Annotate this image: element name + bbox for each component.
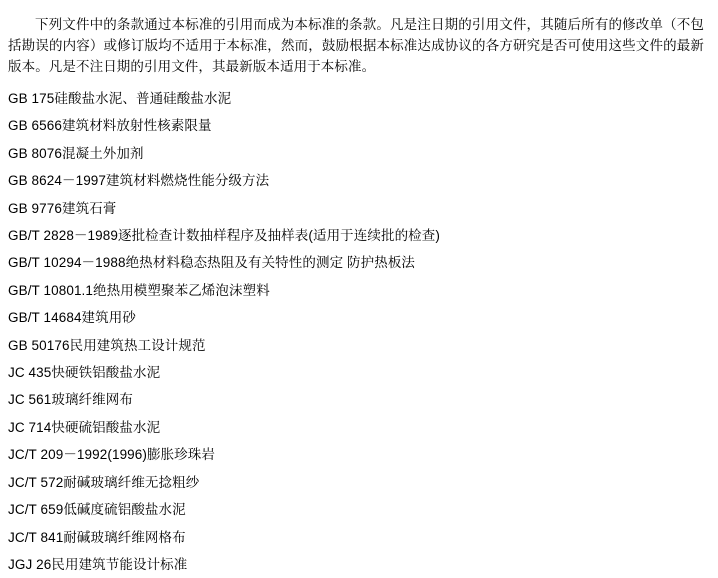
list-item: JC 714快硬硫铝酸盐水泥 <box>8 419 161 435</box>
list-item: GB/T 10801.1绝热用模塑聚苯乙烯泡沫塑料 <box>8 282 270 298</box>
list-item: GB 9776建筑石膏 <box>8 200 117 216</box>
list-item: GB 8076混凝土外加剂 <box>8 145 144 161</box>
list-item: JC 561玻璃纤维网布 <box>8 392 133 408</box>
list-item: GB/T 10294－1988绝热材料稳态热阻及有关特性的测定 防护热板法 <box>8 255 416 271</box>
list-item: JC/T 659低碱度硫铝酸盐水泥 <box>8 502 186 518</box>
list-item: JC/T 841耐碱玻璃纤维网格布 <box>8 529 186 545</box>
list-item: GB 50176民用建筑热工设计规范 <box>8 337 206 353</box>
list-item: GB 175硅酸盐水泥、普通硅酸盐水泥 <box>8 91 232 106</box>
list-item: JC/T 572耐碱玻璃纤维无捻粗纱 <box>8 474 200 490</box>
list-item: JC 435快硬铁铝酸盐水泥 <box>8 365 161 381</box>
list-item: GB 6566建筑材料放射性核素限量 <box>8 118 212 134</box>
list-item: GB/T 2828－1989逐批检查计数抽样程序及抽样表(适用于连续批的检查) <box>8 228 440 244</box>
list-item: GB/T 14684建筑用砂 <box>8 310 136 326</box>
list-item: JC/T 209－1992(1996)膨胀珍珠岩 <box>8 447 215 463</box>
intro-paragraph: 下列文件中的条款通过本标准的引用而成为本标准的条款。凡是注日期的引用文件，其随后所有的修改单（不包括勘误的内容）或修订版均不适用于本标准，然而，鼓励根据本标准达成协议的各方研究是否可使用这些文件的最新版本。凡是不注日期的引用文件，其最新版本适用于本标准。 <box>8 17 704 74</box>
list-item: GB 8624－1997建筑材料燃烧性能分级方法 <box>8 173 270 189</box>
standards-reference-list <box>8 85 708 578</box>
list-item: JGJ 26民用建筑节能设计标准 <box>8 556 188 572</box>
